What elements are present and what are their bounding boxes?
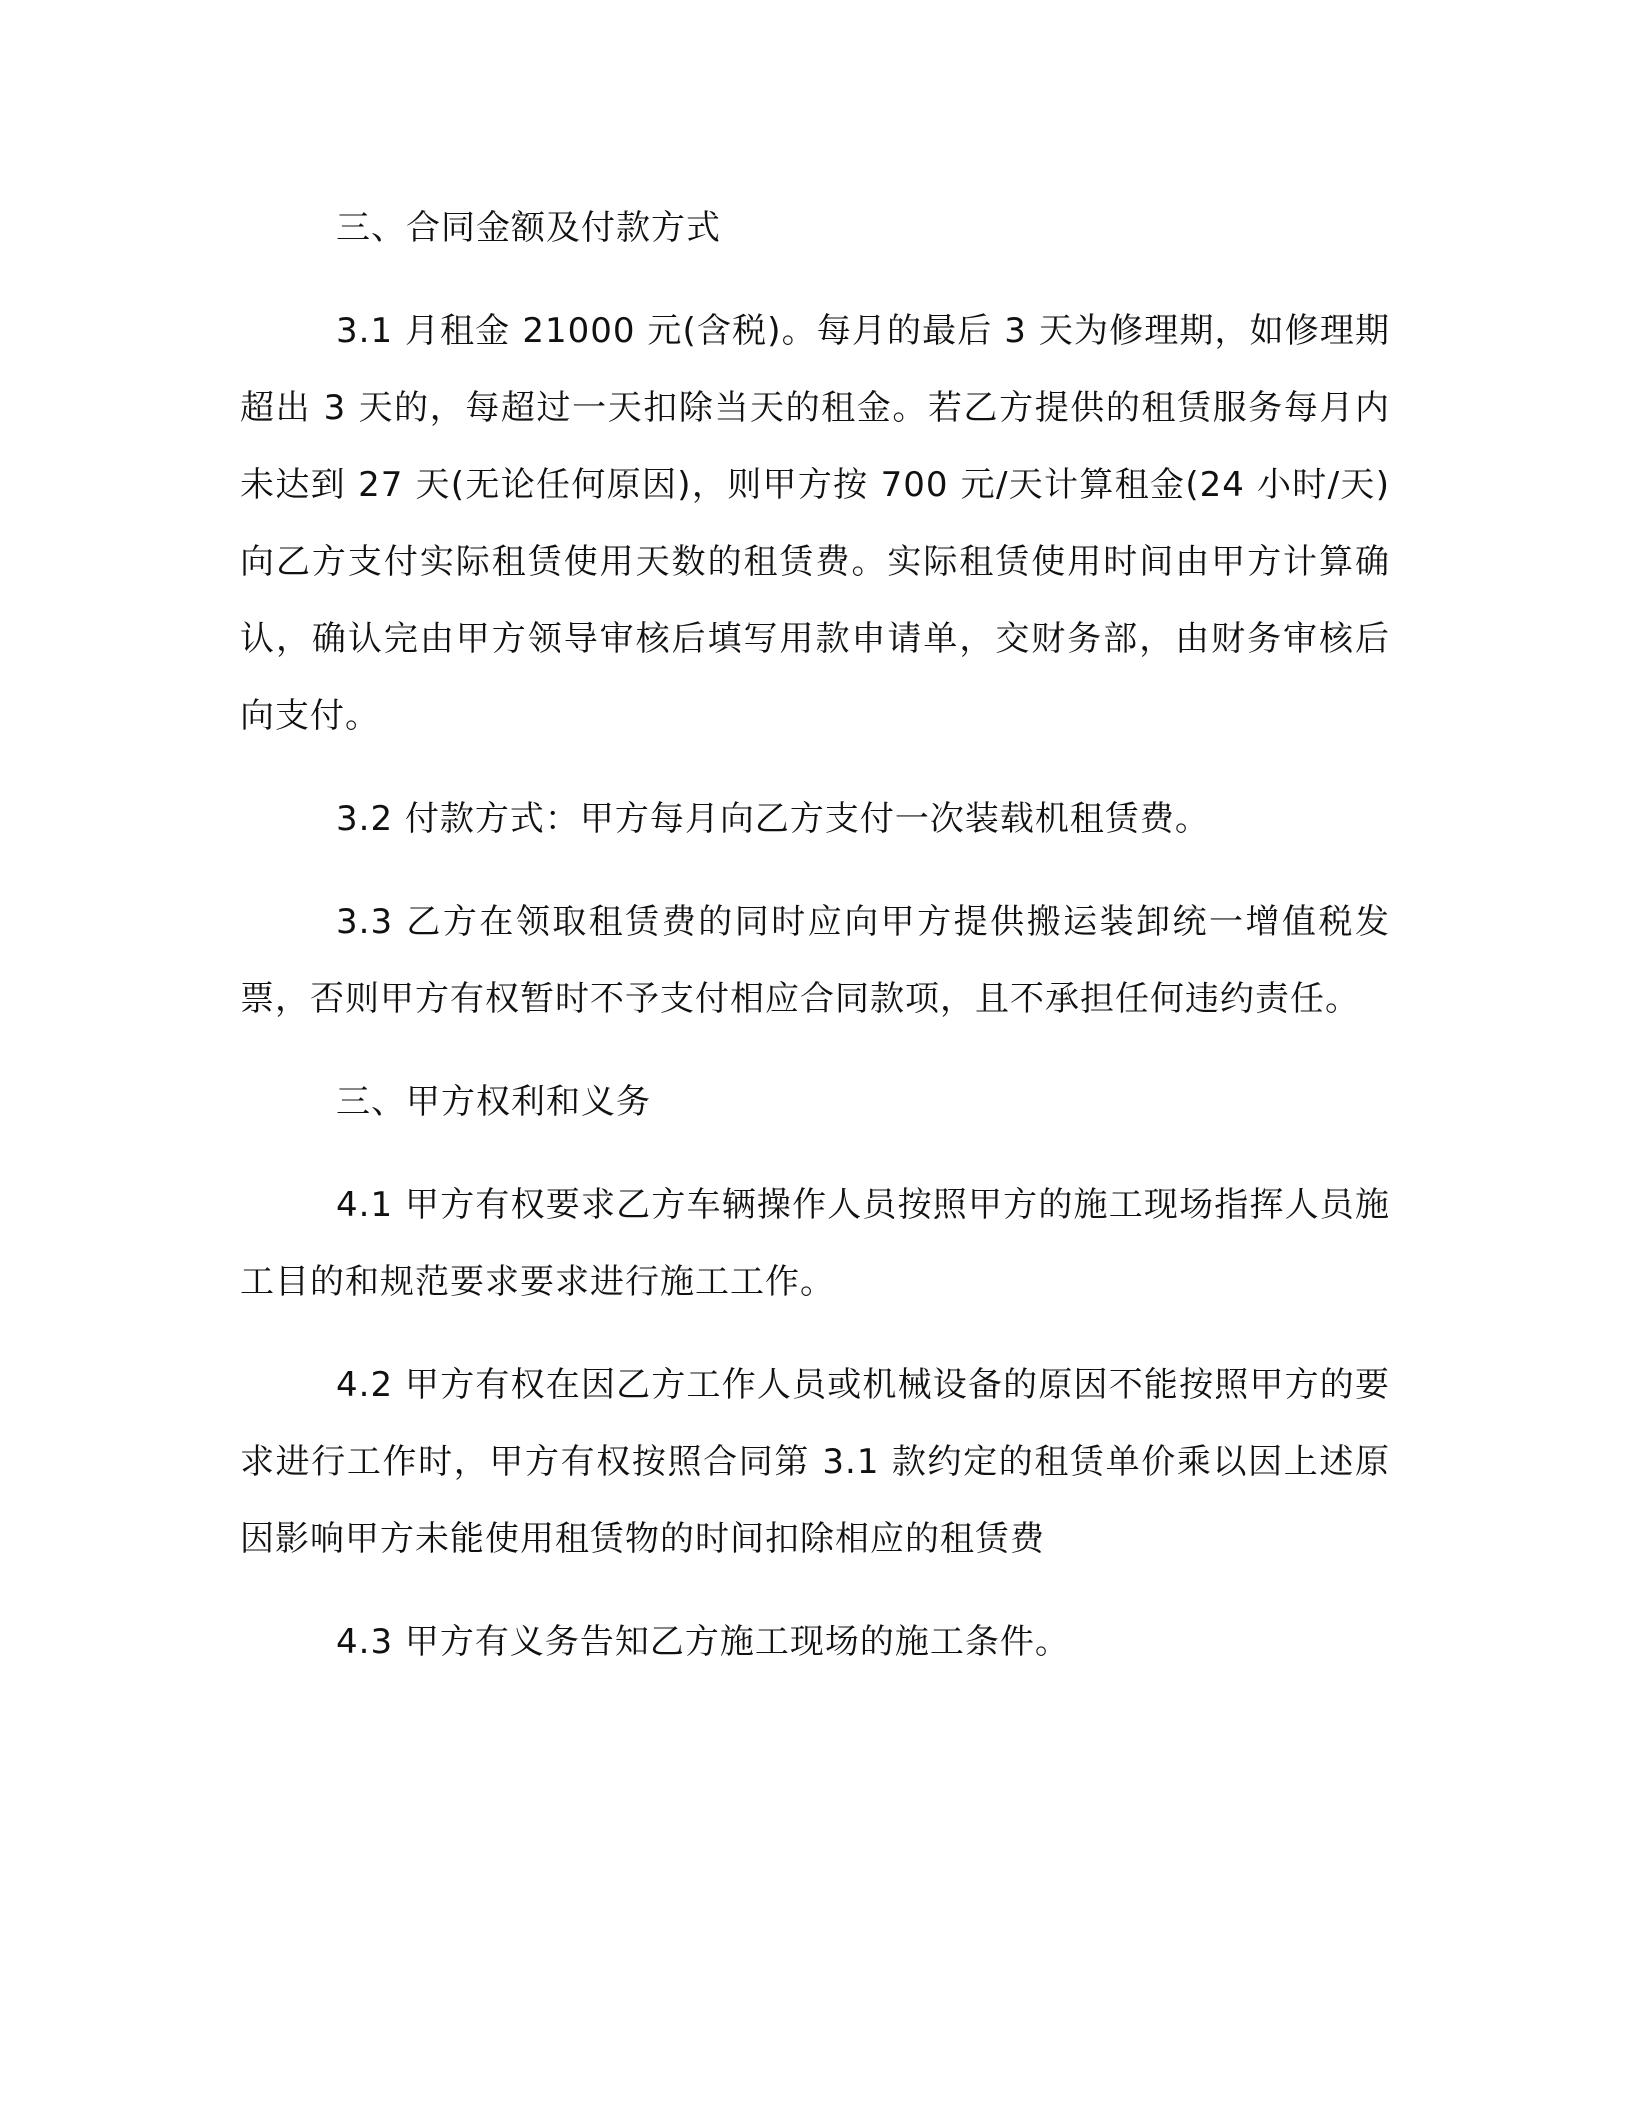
clause-4-2: 4.2 甲方有权在因乙方工作人员或机械设备的原因不能按照甲方的要求进行工作时，甲方有权按照合同第 3.1 款约定的租赁单价乘以因上述原因影响甲方未能使用租赁物的时间扣除相应的租赁费 xyxy=(240,1365,1390,1559)
clause-3-2: 3.2 付款方式：甲方每月向乙方支付一次装载机租赁费。 xyxy=(336,799,1210,839)
section-heading-payment: 三、合同金额及付款方式 xyxy=(336,208,721,248)
clause-4-3: 4.3 甲方有义务告知乙方施工现场的施工条件。 xyxy=(336,1622,1070,1662)
document-page xyxy=(240,190,1390,1707)
clause-3-3: 3.3 乙方在领取租赁费的同时应向甲方提供搬运装卸统一增值税发票，否则甲方有权暂时不予支付相应合同款项，且不承担任何违约责任。 xyxy=(240,902,1390,1019)
clause-4-1: 4.1 甲方有权要求乙方车辆操作人员按照甲方的施工现场指挥人员施工目的和规范要求要求进行施工工作。 xyxy=(240,1185,1390,1302)
clause-3-1: 3.1 月租金 21000 元(含税)。每月的最后 3 天为修理期，如修理期超出 3 天的，每超过一天扣除当天的租金。若乙方提供的租赁服务每月内未达到 27 天(无论任何原因)，则甲方按 700 元/天计算租金(24 小时/天)向乙方支付实际租赁使用天数的租赁费。实际租赁使用时间由甲方计算确认，确认完由甲方领导审核后填写用款申请单，交财务部，由财务审核后向支付。 xyxy=(240,311,1390,736)
section-heading-party-a-rights: 三、甲方权利和义务 xyxy=(336,1082,651,1122)
